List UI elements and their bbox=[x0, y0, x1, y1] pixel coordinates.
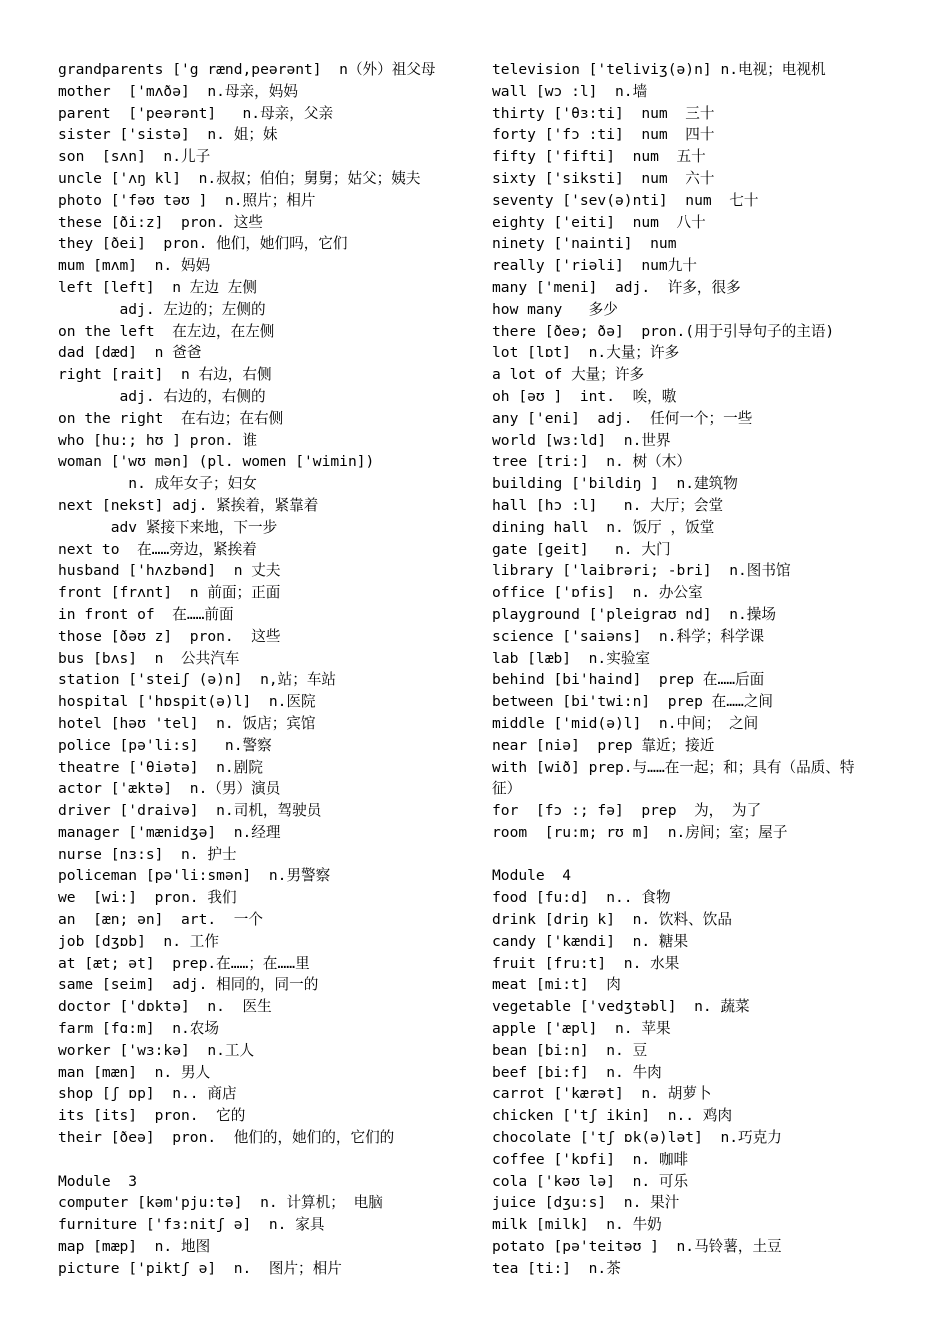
vocab-entry: for [fɔ :; fə] prep 为， 为了 bbox=[492, 802, 762, 820]
vocab-entry: next [nekst] adj. 紧挨着，紧靠着 bbox=[58, 496, 319, 514]
vocab-entry: chicken ['tʃ ikin] n.. 鸡肉 bbox=[492, 1107, 733, 1125]
vocab-entry: television ['teliviʒ(ə)n] n.电视；电视机 bbox=[492, 61, 826, 78]
vocab-entry: those [ðəʊ z] pron. 这些 bbox=[58, 627, 281, 645]
vocab-entry: adj. 左边的；左侧的 bbox=[58, 300, 266, 318]
vocab-entry: forty ['fɔ :ti] num 四十 bbox=[492, 126, 715, 144]
vocab-entry: tea [ti:] n.茶 bbox=[492, 1259, 621, 1277]
vocab-entry: adv 紧接下来地，下一步 bbox=[58, 518, 278, 536]
vocab-entry: milk [milk] n. 牛奶 bbox=[492, 1216, 662, 1234]
blank-line bbox=[492, 844, 912, 866]
vocab-entry: hall [hɔ :l] n. 大厅；会堂 bbox=[492, 496, 724, 514]
vocab-entry: on the right 在右边；在右侧 bbox=[58, 409, 284, 427]
vocab-entry: apple ['æpl] n. 苹果 bbox=[492, 1020, 671, 1038]
vocab-entry: its [its] pron. 它的 bbox=[58, 1107, 246, 1125]
vocab-entry: sister ['sistə] n. 姐；妹 bbox=[58, 126, 278, 144]
vocab-entry: son [sʌn] n.儿子 bbox=[58, 148, 211, 166]
vocab-entry: there [ðeə; ðə] pron.(用于引导句子的主语) bbox=[492, 322, 835, 340]
left-column bbox=[58, 59, 478, 1280]
vocab-entry: vegetable ['vedʒtəbl] n. 蔬菜 bbox=[492, 998, 750, 1016]
vocab-entry: office ['ɒfis] n. 办公室 bbox=[492, 584, 703, 602]
vocab-entry: doctor ['dɒktə] n. 医生 bbox=[58, 998, 272, 1016]
vocab-entry: parent ['peərənt] n.母亲，父亲 bbox=[58, 104, 334, 122]
vocab-entry: middle ['mid(ə)l] n.中间； 之间 bbox=[492, 714, 759, 732]
vocab-entry: manager ['mænidʒə] n.经理 bbox=[58, 823, 281, 841]
vocab-entry: an [æn; ən] art. 一个 bbox=[58, 911, 263, 929]
vocab-entry: sixty ['siksti] num 六十 bbox=[492, 169, 715, 187]
vocab-entry: mother ['mʌðə] n.母亲，妈妈 bbox=[58, 82, 298, 100]
vocab-entry: n. 成年女子；妇女 bbox=[58, 475, 257, 493]
vocab-entry: coffee ['kɒfi] n. 咖啡 bbox=[492, 1150, 689, 1168]
vocab-entry: potato [pə'teitəʊ ] n.马铃薯，土豆 bbox=[492, 1238, 782, 1256]
vocab-entry: picture ['piktʃ ə] n. 图片；相片 bbox=[58, 1259, 342, 1277]
vocab-entry: in front of 在……前面 bbox=[58, 605, 234, 623]
vocab-entry: who [hu:; hʊ ] pron. 谁 bbox=[58, 431, 258, 449]
vocab-entry: farm [fɑ:m] n.农场 bbox=[58, 1020, 219, 1038]
vocab-entry: uncle ['ʌŋ kl] n.叔叔；伯伯；舅舅；姑父；姨夫 bbox=[58, 169, 421, 187]
vocab-entry: fifty ['fifti] num 五十 bbox=[492, 148, 706, 166]
vocab-entry: grandparents ['g rænd,peərənt] n（外）祖父母 bbox=[58, 61, 436, 78]
vocab-entry: we [wi:] pron. 我们 bbox=[58, 889, 237, 907]
vocab-entry: candy ['kændi] n. 糖果 bbox=[492, 932, 689, 950]
vocab-entry: driver ['draivə] n.司机，驾驶员 bbox=[58, 802, 322, 820]
vocab-entry: same [seim] adj. 相同的，同一的 bbox=[58, 976, 319, 994]
vocab-entry: science ['saiəns] n.科学；科学课 bbox=[492, 627, 765, 645]
vocab-entry: bean [bi:n] n. 豆 bbox=[492, 1041, 648, 1059]
vocab-entry: right [rait] n 右边，右侧 bbox=[58, 366, 272, 384]
vocab-entry: dining hall n. 饭厅 ，饭堂 bbox=[492, 518, 715, 536]
vocab-entry: juice [dʒu:s] n. 果汁 bbox=[492, 1194, 680, 1212]
vocab-entry: lab [læb] n.实验室 bbox=[492, 649, 651, 667]
vocab-entry: chocolate ['tʃ ɒk(ə)lət] n.巧克力 bbox=[492, 1129, 782, 1147]
vocab-entry: with [wið] prep.与……在一起；和；具有（品质、特 bbox=[492, 758, 855, 776]
vocab-entry: actor ['æktə] n.（男）演员 bbox=[58, 780, 281, 798]
right-column bbox=[492, 59, 912, 1280]
vocab-entry: many ['meni] adj. 许多，很多 bbox=[492, 278, 741, 296]
vocab-entry: food [fu:d] n.. 食物 bbox=[492, 889, 671, 907]
vocab-entry: hospital ['hɒspit(ə)l] n.医院 bbox=[58, 693, 316, 711]
vocab-entry: job [dʒɒb] n. 工作 bbox=[58, 932, 219, 950]
blank-line bbox=[58, 1149, 478, 1171]
vocab-entry: library ['laibrəri; -bri] n.图书馆 bbox=[492, 562, 791, 580]
vocab-entry: playground ['pleigraʊ nd] n.操场 bbox=[492, 605, 776, 623]
vocab-entry: a lot of 大量；许多 bbox=[492, 366, 645, 384]
vocab-entry: their [ðeə] pron. 他们的，她们的，它们的 bbox=[58, 1129, 395, 1147]
vocab-entry: mum [mʌm] n. 妈妈 bbox=[58, 257, 211, 275]
vocab-entry: building ['bildiŋ ] n.建筑物 bbox=[492, 475, 738, 493]
vocab-entry: these [ði:z] pron. 这些 bbox=[58, 213, 263, 231]
vocab-entry: world [wɜ:ld] n.世界 bbox=[492, 431, 671, 449]
vocab-entry: man [mæn] n. 男人 bbox=[58, 1063, 211, 1081]
vocab-entry: near [niə] prep 靠近；接近 bbox=[492, 736, 715, 754]
module-heading: Module 4 bbox=[492, 867, 572, 885]
vocab-entry: beef [bi:f] n. 牛肉 bbox=[492, 1063, 662, 1081]
vocab-entry: seventy ['sev(ə)nti] num 七十 bbox=[492, 191, 759, 209]
vocab-entry: theatre ['θiətə] n.剧院 bbox=[58, 758, 263, 776]
vocab-entry: tree [tri:] n. 树（木） bbox=[492, 453, 691, 471]
vocab-entry: on the left 在左边，在左侧 bbox=[58, 322, 275, 340]
vocab-entry: at [æt; ət] prep.在……；在……里 bbox=[58, 954, 310, 972]
vocab-entry: shop [ʃ ɒp] n.. 商店 bbox=[58, 1085, 237, 1103]
vocab-entry: nurse [nɜ:s] n. 护士 bbox=[58, 845, 237, 863]
vocab-entry: policeman [pə'li:smən] n.男警察 bbox=[58, 867, 331, 885]
vocab-entry: meat [mi:t] 肉 bbox=[492, 976, 621, 994]
vocab-entry: police [pə'li:s] n.警察 bbox=[58, 736, 272, 754]
vocab-entry: husband ['hʌzbənd] n 丈夫 bbox=[58, 562, 281, 580]
vocab-entry: eighty ['eiti] num 八十 bbox=[492, 213, 706, 231]
vocab-entry: wall [wɔ :l] n.墙 bbox=[492, 82, 648, 100]
vocab-entry: thirty ['θɜ:ti] num 三十 bbox=[492, 104, 715, 122]
vocab-entry: map [mæp] n. 地图 bbox=[58, 1238, 211, 1256]
vocab-entry: room [ru:m; rʊ m] n.房间；室；屋子 bbox=[492, 823, 788, 841]
vocab-entry: oh [əʊ ] int. 唉，嗷 bbox=[492, 387, 677, 405]
vocab-entry: station ['steiʃ (ə)n] n,站；车站 bbox=[58, 671, 337, 689]
vocab-entry: ninety ['nainti] num bbox=[492, 235, 677, 253]
vocab-entry: any ['eni] adj. 任何一个；一些 bbox=[492, 409, 753, 427]
vocab-entry: between [bi'twi:n] prep 在……之间 bbox=[492, 693, 774, 711]
module-heading: Module 3 bbox=[58, 1172, 138, 1190]
vocab-entry: computer [kəm'pju:tə] n. 计算机； 电脑 bbox=[58, 1194, 383, 1212]
vocab-entry: behind [bi'haind] prep 在……后面 bbox=[492, 671, 765, 689]
vocab-entry: gate [geit] n. 大门 bbox=[492, 540, 671, 558]
vocab-entry: hotel [həʊ 'tel] n. 饭店；宾馆 bbox=[58, 714, 316, 732]
vocab-entry: furniture ['fɜ:nitʃ ə] n. 家具 bbox=[58, 1216, 325, 1234]
vocab-entry: left [left] n 左边 左侧 bbox=[58, 278, 257, 296]
vocab-entry: cola ['kəʊ lə] n. 可乐 bbox=[492, 1172, 689, 1190]
vocab-entry: 征） bbox=[492, 780, 522, 798]
vocab-entry: next to 在……旁边，紧挨着 bbox=[58, 540, 257, 558]
vocab-entry: lot [lɒt] n.大量；许多 bbox=[492, 344, 680, 362]
vocab-entry: worker ['wɜ:kə] n.工人 bbox=[58, 1041, 255, 1059]
vocab-entry: drink [driŋ k] n. 饮料、饮品 bbox=[492, 911, 732, 929]
vocab-entry: how many 多少 bbox=[492, 300, 618, 318]
vocab-entry: bus [bʌs] n 公共汽车 bbox=[58, 649, 240, 667]
vocab-entry: adj. 右边的，右侧的 bbox=[58, 387, 266, 405]
vocab-entry: carrot ['kærət] n. 胡萝卜 bbox=[492, 1085, 712, 1103]
vocab-entry: they [ðei] pron. 他们，她们吗，它们 bbox=[58, 235, 348, 253]
vocab-entry: fruit [fru:t] n. 水果 bbox=[492, 954, 680, 972]
vocab-entry: photo ['fəʊ təʊ ] n.照片；相片 bbox=[58, 191, 316, 209]
vocab-entry: front [frʌnt] n 前面；正面 bbox=[58, 584, 281, 602]
vocab-entry: woman ['wʊ mən] (pl. women ['wimin]) bbox=[58, 453, 375, 471]
vocab-entry: dad [dæd] n 爸爸 bbox=[58, 344, 202, 362]
vocab-entry: really ['riəli] num九十 bbox=[492, 257, 697, 275]
